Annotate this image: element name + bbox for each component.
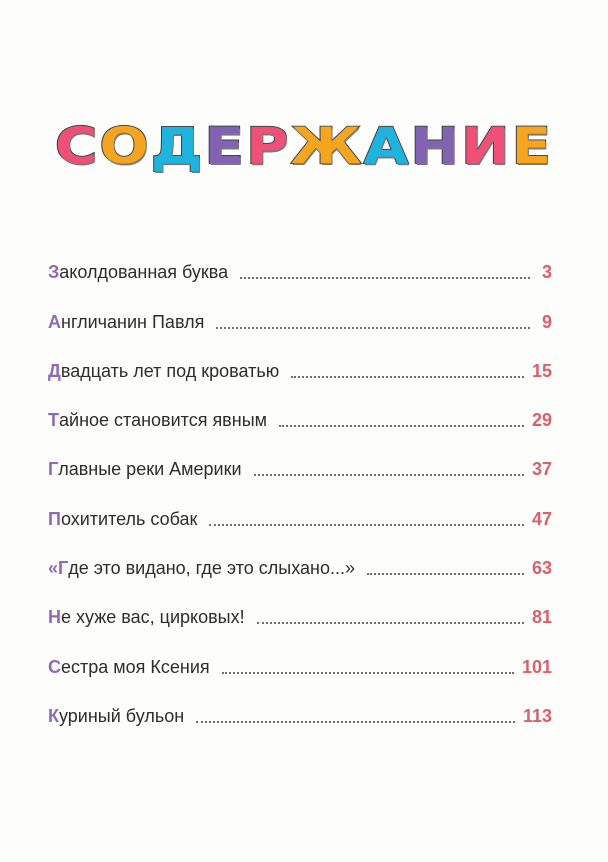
- dot-leader: [209, 524, 524, 526]
- toc-entry[interactable]: [48, 688, 552, 737]
- toc-entry-title: [48, 707, 184, 725]
- toc-entry-text: е хуже вас, цирковых!: [61, 607, 245, 628]
- title-letter: С: [54, 116, 100, 176]
- toc-entry-text: айное становится явным: [59, 410, 268, 431]
- toc-entry-title: [48, 608, 245, 626]
- toc-page-number: 63: [531, 558, 552, 579]
- dot-leader: [254, 474, 524, 476]
- toc-entry-title: [48, 411, 267, 429]
- toc-page-number: 29: [531, 410, 552, 431]
- toc-entry-initial: «Г: [48, 558, 69, 579]
- toc-page-number: 81: [531, 607, 552, 628]
- toc-entry-initial: З: [48, 262, 60, 283]
- toc-entry-text: уриный бульон: [59, 705, 185, 726]
- toc-entry-initial: П: [48, 508, 61, 529]
- title-letter: Д: [150, 116, 205, 176]
- toc-entry-title: [48, 658, 210, 676]
- toc-page-number: 9: [541, 311, 552, 332]
- toc-entry-text: вадцать лет под кроватью: [60, 360, 280, 381]
- toc-entry-text: лавные реки Америки: [58, 459, 242, 480]
- title-letter: Р: [246, 116, 291, 176]
- toc-entry[interactable]: [48, 293, 552, 342]
- dot-leader: [257, 622, 524, 624]
- title-letter: Е: [204, 116, 247, 176]
- toc-entry-title: [48, 510, 197, 528]
- toc-entry-text: аколдованная буква: [59, 262, 229, 283]
- title-letter: И: [460, 116, 512, 176]
- page-title: [0, 117, 608, 175]
- toc-entry-text: охититель собак: [60, 508, 198, 529]
- toc-page-number: 37: [531, 459, 552, 480]
- toc-entry[interactable]: [48, 441, 552, 490]
- toc-entry-initial: Г: [48, 459, 59, 480]
- toc-entry[interactable]: [48, 244, 552, 293]
- toc-page-number: 113: [522, 705, 552, 726]
- title-letter: Н: [410, 116, 461, 176]
- toc-entry[interactable]: [48, 589, 552, 638]
- dot-leader: [291, 376, 524, 378]
- toc-entry-text: де это видано, где это слыхано...»: [68, 558, 355, 579]
- toc-entry[interactable]: [48, 343, 552, 392]
- toc-entry[interactable]: [48, 490, 552, 539]
- toc-entry-initial: К: [48, 705, 59, 726]
- toc-page-number: 47: [531, 508, 552, 529]
- toc-entry-initial: С: [48, 656, 61, 677]
- toc-entry-initial: А: [48, 311, 61, 332]
- dot-leader: [222, 672, 514, 674]
- toc-entry[interactable]: [48, 540, 552, 589]
- toc-entry[interactable]: [48, 638, 552, 687]
- dot-leader: [240, 277, 530, 279]
- toc-entry-title: [48, 362, 279, 380]
- dot-leader: [216, 327, 530, 329]
- toc-entry-title: [48, 313, 204, 331]
- title-letter: О: [99, 116, 151, 176]
- table-of-contents: [48, 244, 552, 737]
- toc-entry-initial: Т: [48, 410, 59, 431]
- toc-entry-title: [48, 559, 355, 577]
- toc-entry[interactable]: [48, 392, 552, 441]
- title-letter: А: [363, 116, 411, 176]
- title-letter: Ж: [290, 116, 364, 176]
- toc-page-number: 101: [521, 656, 552, 677]
- toc-entry-initial: Н: [48, 607, 61, 628]
- dot-leader: [196, 721, 515, 723]
- dot-leader: [279, 425, 524, 427]
- toc-entry-title: [48, 460, 242, 478]
- toc-entry-initial: Д: [48, 360, 61, 381]
- dot-leader: [367, 573, 524, 575]
- toc-entry-text: нгличанин Павля: [61, 311, 205, 332]
- toc-entry-text: естра моя Ксения: [61, 656, 210, 677]
- title-letter: Е: [511, 116, 554, 176]
- toc-page-number: 15: [531, 360, 552, 381]
- toc-page-number: 3: [541, 262, 552, 283]
- toc-entry-title: [48, 263, 228, 281]
